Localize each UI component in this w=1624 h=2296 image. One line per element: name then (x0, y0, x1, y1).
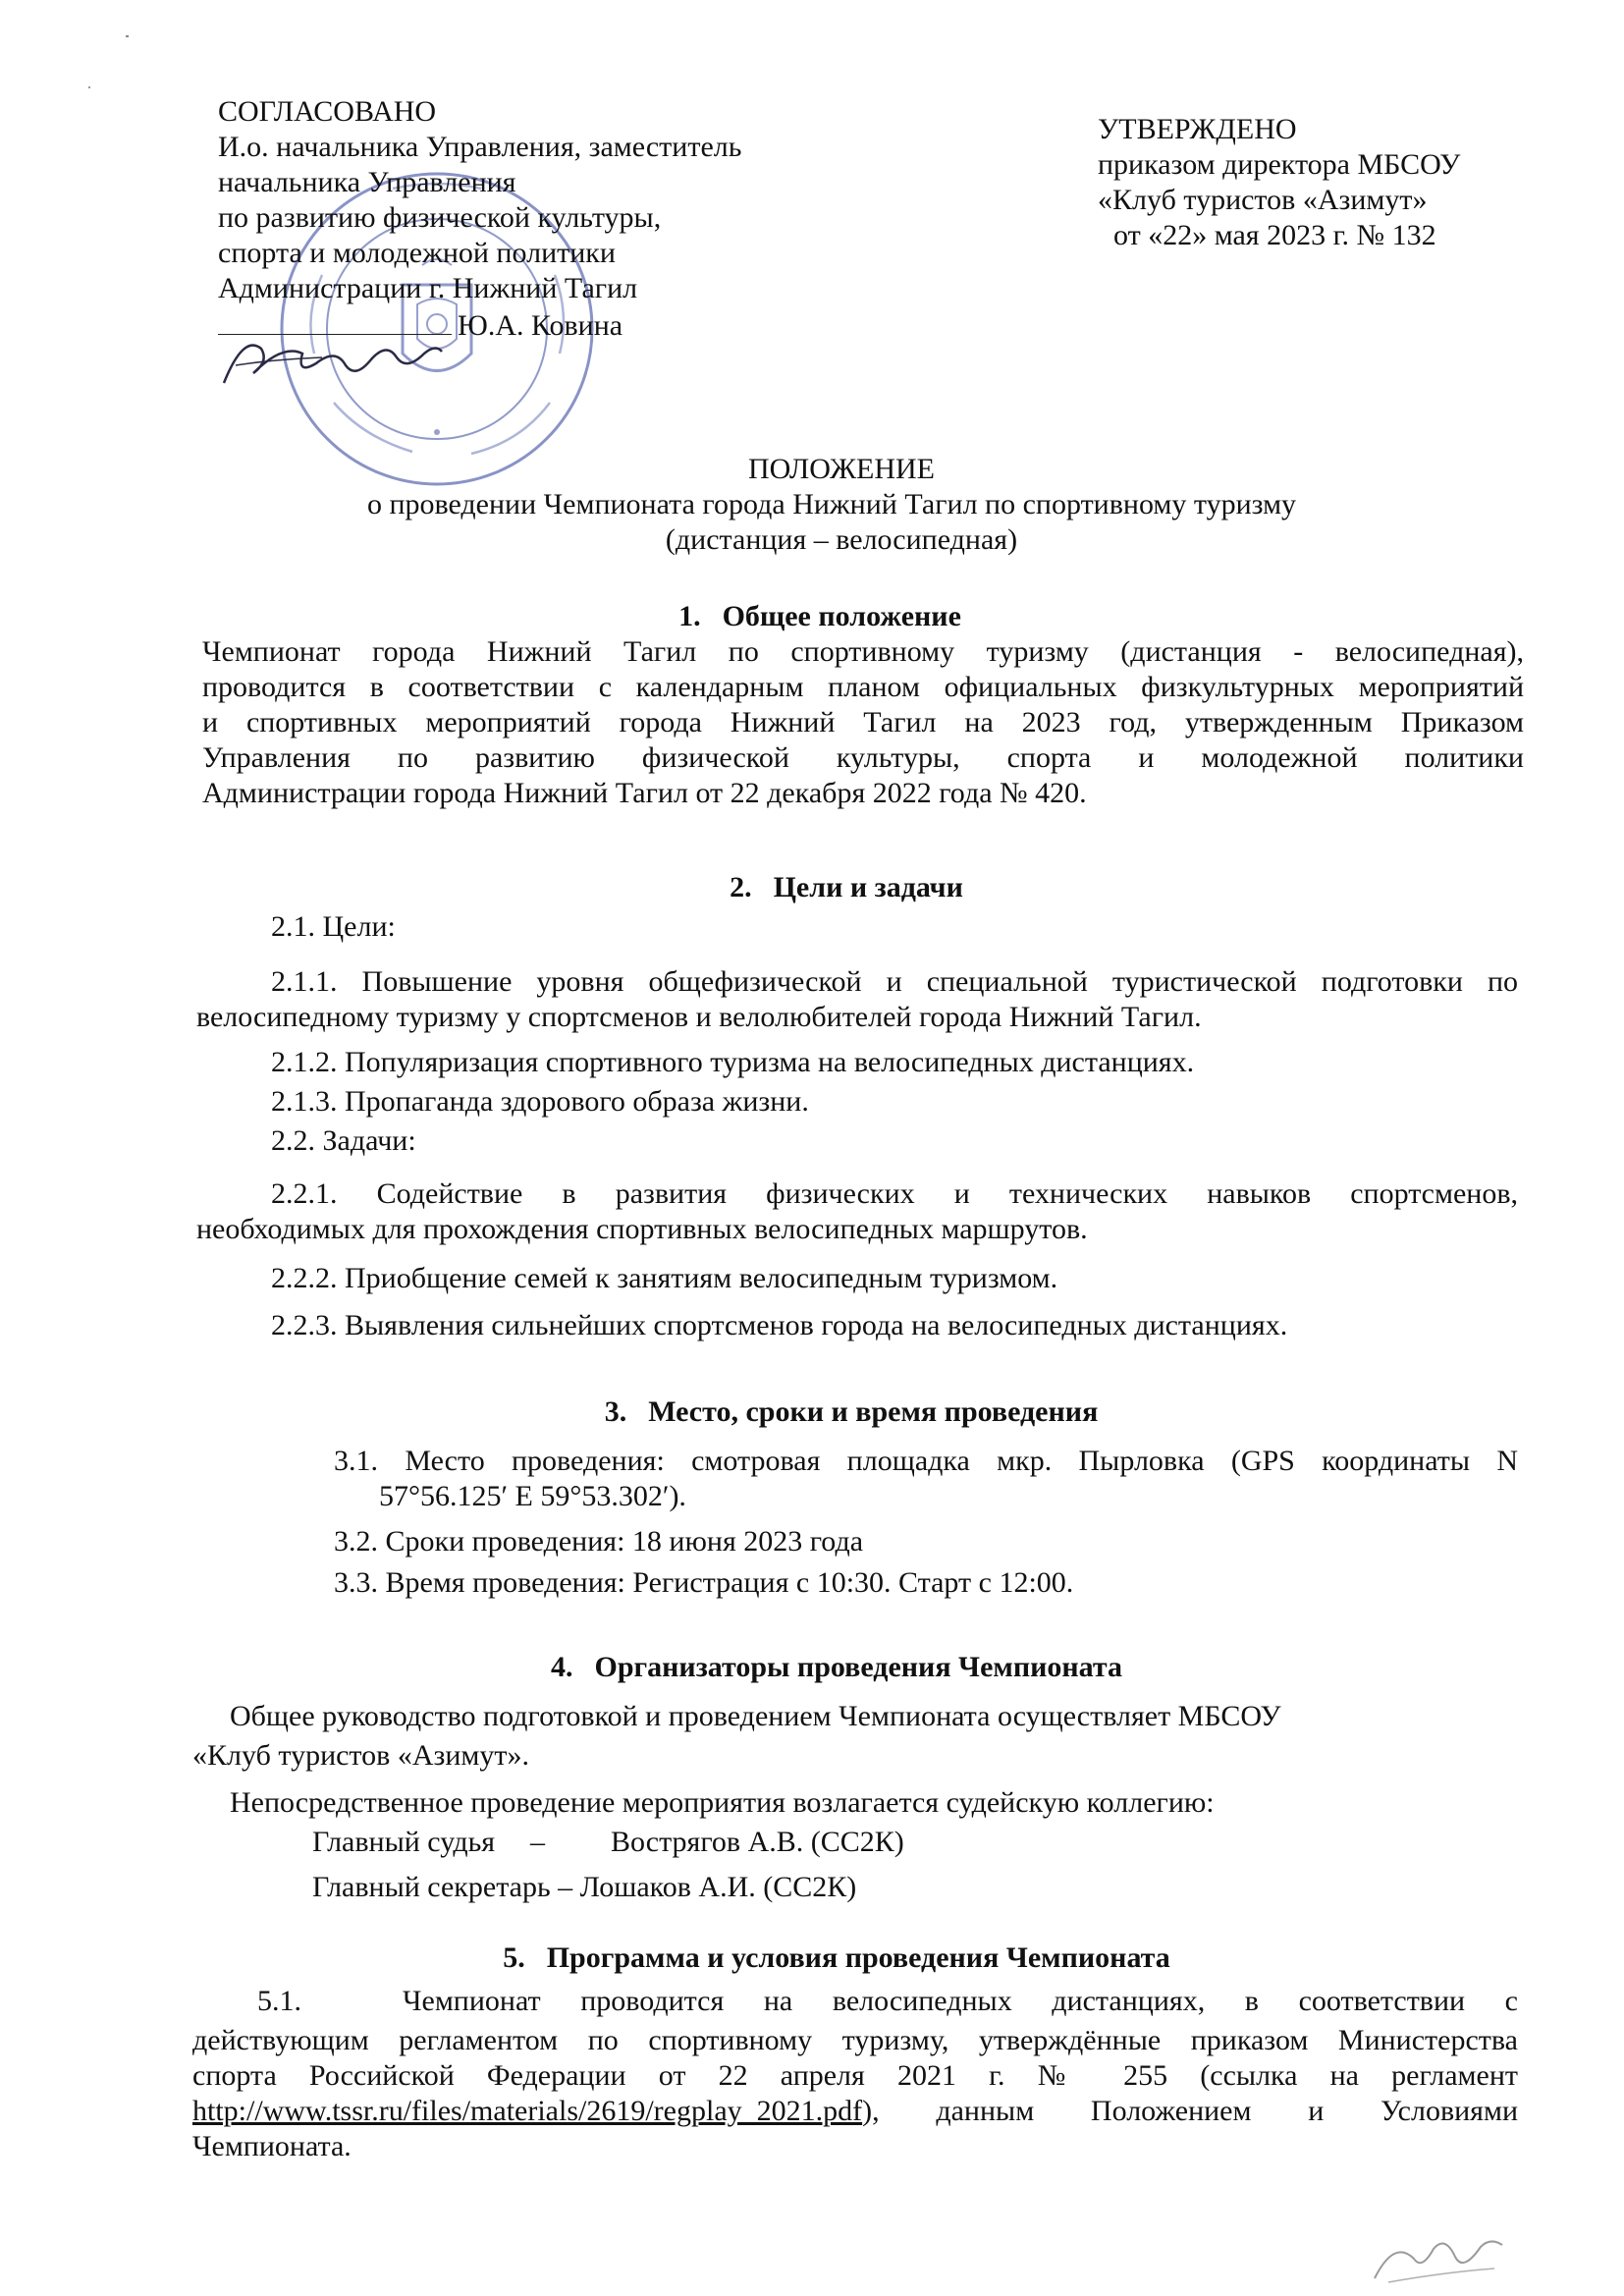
approval-line: И.о. начальника Управления, заместитель (218, 131, 742, 163)
paragraph-line: Администрации города Нижний Тагил от 22 декабря 2022 года № 420. (202, 777, 1087, 809)
section-heading (0, 1394, 1624, 1430)
section-paragraph (202, 634, 1524, 811)
approval-line: «Клуб туристов «Азимут» (1098, 184, 1428, 216)
paragraph-line: и спортивных мероприятий города Нижний Тагил на 2023 год, утвержденным Приказом (202, 706, 1524, 738)
paragraph-line: 3.1. Место проведения: смотровая площадка мкр. Пырловка (GPS координаты N (334, 1445, 1518, 1477)
paragraph-line-with-link (192, 2094, 1518, 2129)
paragraph-line: спорта Российской Федерации от 22 апреля 2021 г. № 255 (ссылка на регламент (192, 2059, 1518, 2092)
document-title (0, 452, 1624, 558)
organizer-line: «Клуб туристов «Азимут». (192, 1739, 529, 1772)
approval-heading: СОГЛАСОВАНО (218, 95, 437, 128)
approval-line: начальника Управления (218, 166, 516, 198)
venue-item (334, 1444, 1518, 1514)
section-title: Программа и условия проведения Чемпионата (546, 1941, 1170, 1974)
section-title: Цели и задачи (773, 871, 963, 903)
approval-line: Администрации г. Нижний Тагил (218, 272, 638, 304)
paragraph-line: Чемпионата. (192, 2130, 352, 2162)
task-item: 2.2.3. Выявления сильнейших спортсменов города на велосипедных дистанциях. (271, 1309, 1288, 1341)
tasks-label: 2.2. Задачи: (271, 1124, 416, 1157)
paragraph-line: необходимых для прохождения спортивных велосипедных маршрутов. (196, 1213, 1088, 1245)
judges-intro: Непосредственное проведение мероприятия возлагается судейскую коллегию: (230, 1786, 1215, 1819)
section-heading (0, 599, 1624, 634)
goal-item (196, 964, 1518, 1035)
scan-speck (88, 86, 90, 88)
approval-heading: УТВЕРЖДЕНО (1098, 113, 1297, 145)
chief-judge-name: Вострягов А.В. (СС2К) (611, 1826, 904, 1858)
approval-line: приказом директора МБСОУ (1098, 148, 1461, 181)
goal-item: 2.1.3. Пропаганда здорового образа жизни. (271, 1085, 809, 1118)
approval-line: от «22» мая 2023 г. № 132 (1113, 219, 1436, 251)
goal-item: 2.1.2. Популяризация спортивного туризма на велосипедных дистанциях. (271, 1046, 1195, 1078)
paragraph-line: 2.2.1. Содействие в развития физических и технических навыков спортсменов, (271, 1177, 1518, 1210)
title-line: ПОЛОЖЕНИЕ (748, 453, 935, 485)
chief-judge-dash: – (530, 1826, 545, 1858)
clause-number: 5.1. (257, 1985, 301, 2017)
chief-judge-role: Главный судья (312, 1826, 496, 1858)
paragraph-line: Чемпионат проводится на велосипедных дистанциях, в соответствии с (403, 1985, 1518, 2017)
initials-mark (1365, 2229, 1512, 2288)
section-heading (0, 870, 1624, 905)
section-title: Организаторы проведения Чемпионата (594, 1651, 1123, 1683)
section-title: Место, сроки и время проведения (648, 1395, 1099, 1428)
section-number: 3. (604, 1395, 627, 1428)
paragraph-line: действующим регламентом по спортивному туризму, утверждённые приказом Министерства (192, 2024, 1518, 2056)
section-number: 1. (678, 600, 701, 632)
goals-label: 2.1. Цели: (271, 910, 396, 943)
paragraph-line: 2.1.1. Повышение уровня общефизической и специальной туристической подготовки по (271, 965, 1518, 998)
handwritten-signature (214, 314, 450, 403)
section-heading (0, 1941, 1624, 1976)
organizer-line: Общее руководство подготовкой и проведением Чемпионата осуществляет МБСОУ (230, 1700, 1281, 1732)
scan-speck (126, 35, 129, 37)
time-item: 3.3. Время проведения: Регистрация с 10:30. Старт с 12:00. (334, 1566, 1074, 1599)
title-line: о проведении Чемпионата города Нижний Тагил по спортивному туризму (366, 488, 1297, 520)
chief-secretary: Главный секретарь – Лошаков А.И. (СС2К) (312, 1871, 857, 1903)
title-line: (дистанция – велосипедная) (665, 523, 1018, 556)
approval-line: по развитию физической культуры, (218, 201, 662, 234)
signer-name: Ю.А. Ковина (458, 309, 623, 342)
regulation-link[interactable]: http://www.tssr.ru/files/materials/2619/regplay_2021.pdf (192, 2095, 863, 2127)
clause-first-line (403, 1984, 1518, 2019)
task-item (196, 1176, 1518, 1247)
approval-block-left (218, 94, 905, 344)
dates-item: 3.2. Сроки проведения: 18 июня 2023 года (334, 1525, 864, 1558)
paragraph-line: проводится в соответствии с календарным планом официальных физкультурных мероприятий (202, 671, 1524, 703)
approval-line: спорта и молодежной политики (218, 237, 616, 269)
clause-text (192, 2023, 1518, 2164)
paragraph-line: Управления по развитию физической культуры, спорта и молодежной политики (202, 741, 1524, 774)
task-item: 2.2.2. Приобщение семей к занятиям велосипедным туризмом. (271, 1262, 1058, 1294)
paragraph-line: велосипедному туризму у спортсменов и велолюбителей города Нижний Тагил. (196, 1001, 1202, 1033)
paragraph-line: 57°56.125′ E 59°53.302′). (379, 1480, 686, 1512)
approval-block-right (1098, 112, 1589, 253)
section-number: 5. (503, 1941, 525, 1974)
paragraph-line: Чемпионат города Нижний Тагил по спортивному туризму (дистанция - велосипедная), (202, 635, 1524, 668)
section-number: 2. (730, 871, 752, 903)
section-number: 4. (550, 1651, 573, 1683)
section-heading (0, 1650, 1624, 1685)
section-title: Общее положение (722, 600, 961, 632)
link-tail-text: ), данным Положением и Условиями (862, 2095, 1518, 2127)
